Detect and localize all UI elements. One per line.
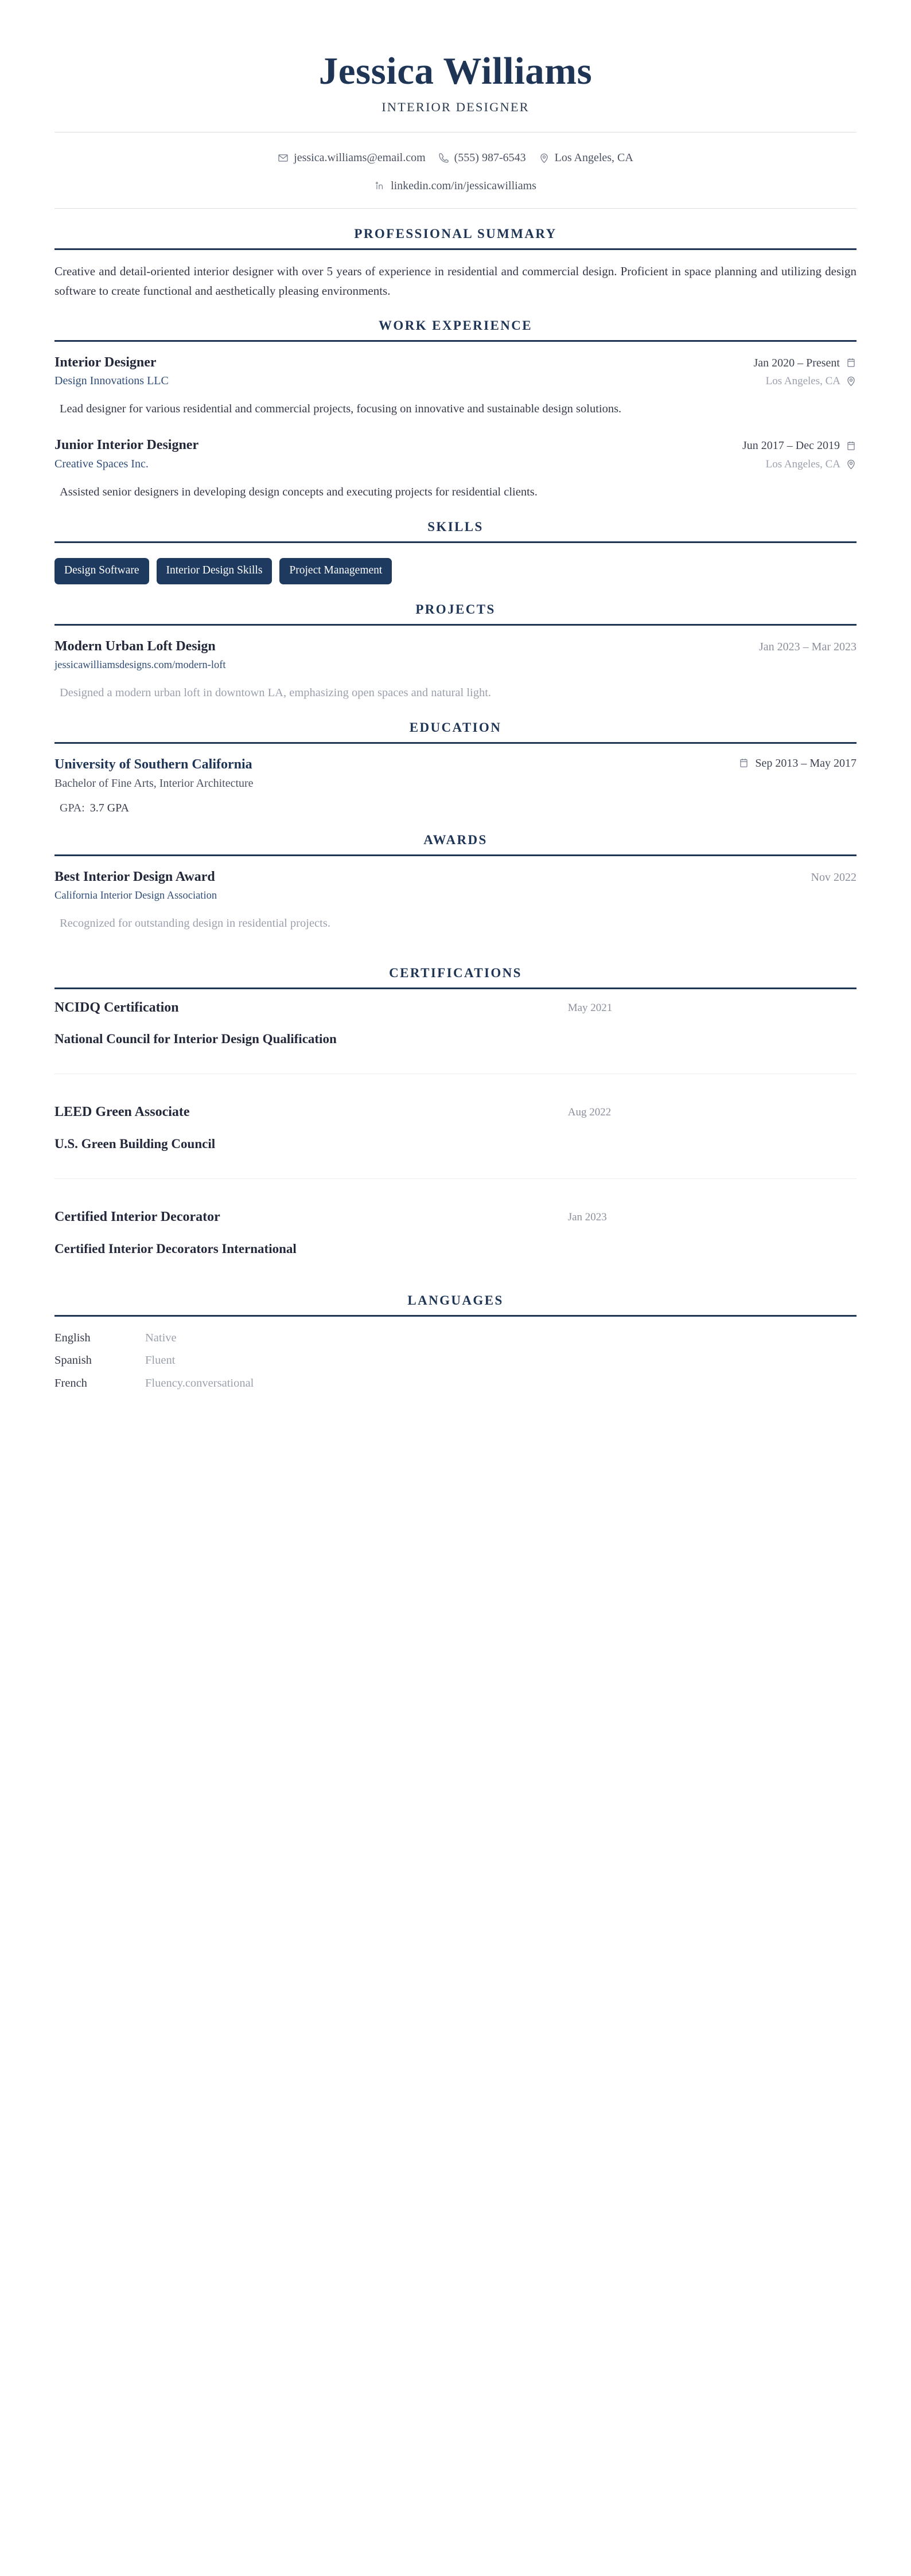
education-gpa-value: 3.7 GPA <box>89 801 129 814</box>
education-school: University of Southern California <box>54 757 252 772</box>
professional-title: INTERIOR DESIGNER <box>381 100 530 115</box>
work-role: Interior Designer <box>54 354 157 370</box>
work-role: Junior Interior Designer <box>54 438 199 453</box>
calendar-icon <box>846 440 857 451</box>
award-name: Best Interior Design Award <box>54 869 215 884</box>
work-location <box>766 373 857 389</box>
section-certifications <box>54 965 857 1267</box>
work-date-text: Jan 2020 – Present <box>753 356 840 369</box>
phone-icon <box>438 153 449 163</box>
envelope-icon <box>278 153 289 163</box>
project-date <box>759 639 857 655</box>
language-level: Fluency.conversational <box>145 1376 254 1390</box>
award-description: Recognized for outstanding design in residential projects. <box>60 916 330 930</box>
work-entry <box>54 436 857 502</box>
section-title-awards: AWARDS <box>423 832 488 847</box>
contact-email[interactable] <box>278 149 425 166</box>
page-title: Jessica Williams <box>318 50 593 92</box>
calendar-icon <box>738 758 749 768</box>
project-entry <box>54 637 857 702</box>
work-date <box>742 438 857 454</box>
work-location-text: Los Angeles, CA <box>765 375 840 388</box>
education-degree: Bachelor of Fine Arts, Interior Architecture <box>54 776 254 790</box>
section-skills <box>54 519 857 584</box>
language-name: French <box>54 1376 87 1390</box>
education-date <box>738 755 857 771</box>
work-description: Assisted senior designers in developing design concepts and executing projects for residential clients. <box>60 485 538 498</box>
page-bottom-spacer <box>54 1395 857 1464</box>
contact-block <box>54 132 857 206</box>
work-date-text: Jun 2017 – Dec 2019 <box>742 439 840 452</box>
language-level: Fluent <box>145 1354 176 1367</box>
certification-name: NCIDQ Certification <box>54 1000 179 1015</box>
skills-list <box>54 555 857 584</box>
education-entry <box>54 755 857 815</box>
section-title-certifications: CERTIFICATIONS <box>389 966 522 980</box>
contact-divider <box>54 208 857 209</box>
contact-location-text: Los Angeles, CA <box>554 151 633 165</box>
section-work-experience <box>54 318 857 502</box>
language-row <box>54 1327 857 1350</box>
project-date-text: Jan 2023 – Mar 2023 <box>759 640 857 653</box>
section-title-languages: LANGUAGES <box>407 1293 504 1307</box>
language-name: English <box>54 1331 91 1344</box>
calendar-icon <box>846 357 857 368</box>
section-education <box>54 720 857 815</box>
section-languages <box>54 1293 857 1395</box>
certification-issuer: Certified Interior Decorators International <box>54 1241 297 1256</box>
project-name: Modern Urban Loft Design <box>54 638 216 654</box>
map-pin-icon <box>846 459 857 470</box>
section-professional-summary <box>54 226 857 300</box>
work-location <box>766 456 857 473</box>
contact-linkedin[interactable] <box>375 177 536 194</box>
certification-date: Aug 2022 <box>567 1106 612 1119</box>
award-issuer: California Interior Design Association <box>54 890 217 902</box>
linkedin-icon <box>375 181 386 192</box>
contact-row-secondary <box>54 177 857 194</box>
work-date <box>753 355 857 371</box>
certification-item <box>54 993 857 1075</box>
certification-name: LEED Green Associate <box>54 1104 190 1120</box>
work-company: Creative Spaces Inc. <box>54 457 149 470</box>
certification-name: Certified Interior Decorator <box>54 1209 220 1225</box>
contact-row-primary <box>54 149 857 166</box>
section-title-education: EDUCATION <box>409 720 502 735</box>
award-entry <box>54 868 857 933</box>
certification-issuer: U.S. Green Building Council <box>54 1136 216 1151</box>
work-location-text: Los Angeles, CA <box>765 458 840 470</box>
award-date-text: Nov 2022 <box>811 871 857 884</box>
work-company: Design Innovations LLC <box>54 374 169 388</box>
contact-phone-text: (555) 987-6543 <box>454 151 526 165</box>
work-description: Lead designer for various residential and commercial projects, focusing on innovative and sustainable design solutions. <box>60 403 622 416</box>
map-pin-icon <box>539 153 550 163</box>
work-entry <box>54 353 857 419</box>
project-link[interactable]: jessicawilliamsdesigns.com/modern-loft <box>54 659 226 672</box>
skill-badge: Interior Design Skills <box>157 558 272 584</box>
contact-email-text: jessica.williams@email.com <box>294 151 426 165</box>
certification-item <box>54 1179 857 1267</box>
education-date-text: Sep 2013 – May 2017 <box>755 756 857 770</box>
contact-phone[interactable] <box>438 149 526 166</box>
map-pin-icon <box>846 376 857 387</box>
project-description: Designed a modern urban loft in downtown LA, emphasizing open spaces and natural light. <box>60 686 492 700</box>
certification-issuer: National Council for Interior Design Qualification <box>54 1032 337 1047</box>
section-title-work: WORK EXPERIENCE <box>379 318 532 333</box>
section-title-skills: SKILLS <box>427 520 484 534</box>
award-date <box>811 869 857 885</box>
summary-text: Creative and detail-oriented interior designer with over 5 years of experience in residential and commercial design. Proficient in space planning and utilizing design software to create functional and aesthetically pleasing environments. <box>54 264 857 298</box>
section-projects <box>54 602 857 702</box>
contact-location <box>539 149 633 166</box>
education-gpa-label: GPA: <box>60 801 85 814</box>
skill-badge: Project Management <box>279 558 392 584</box>
certifications-list <box>54 993 857 1267</box>
languages-list <box>54 1325 857 1395</box>
language-name: Spanish <box>54 1354 92 1367</box>
section-awards <box>54 832 857 933</box>
skill-badge: Design Software <box>54 558 149 584</box>
resume-header <box>54 0 857 209</box>
section-title-projects: PROJECTS <box>415 602 496 617</box>
contact-linkedin-text: linkedin.com/in/jessicawilliams <box>391 179 536 193</box>
language-row <box>54 1349 857 1372</box>
education-gpa <box>54 802 857 815</box>
section-title-summary: PROFESSIONAL SUMMARY <box>354 227 557 241</box>
certification-date: May 2021 <box>567 1001 613 1014</box>
certification-date: Jan 2023 <box>567 1211 607 1224</box>
certification-item <box>54 1074 857 1179</box>
language-row <box>54 1372 857 1395</box>
language-level: Native <box>145 1331 177 1344</box>
